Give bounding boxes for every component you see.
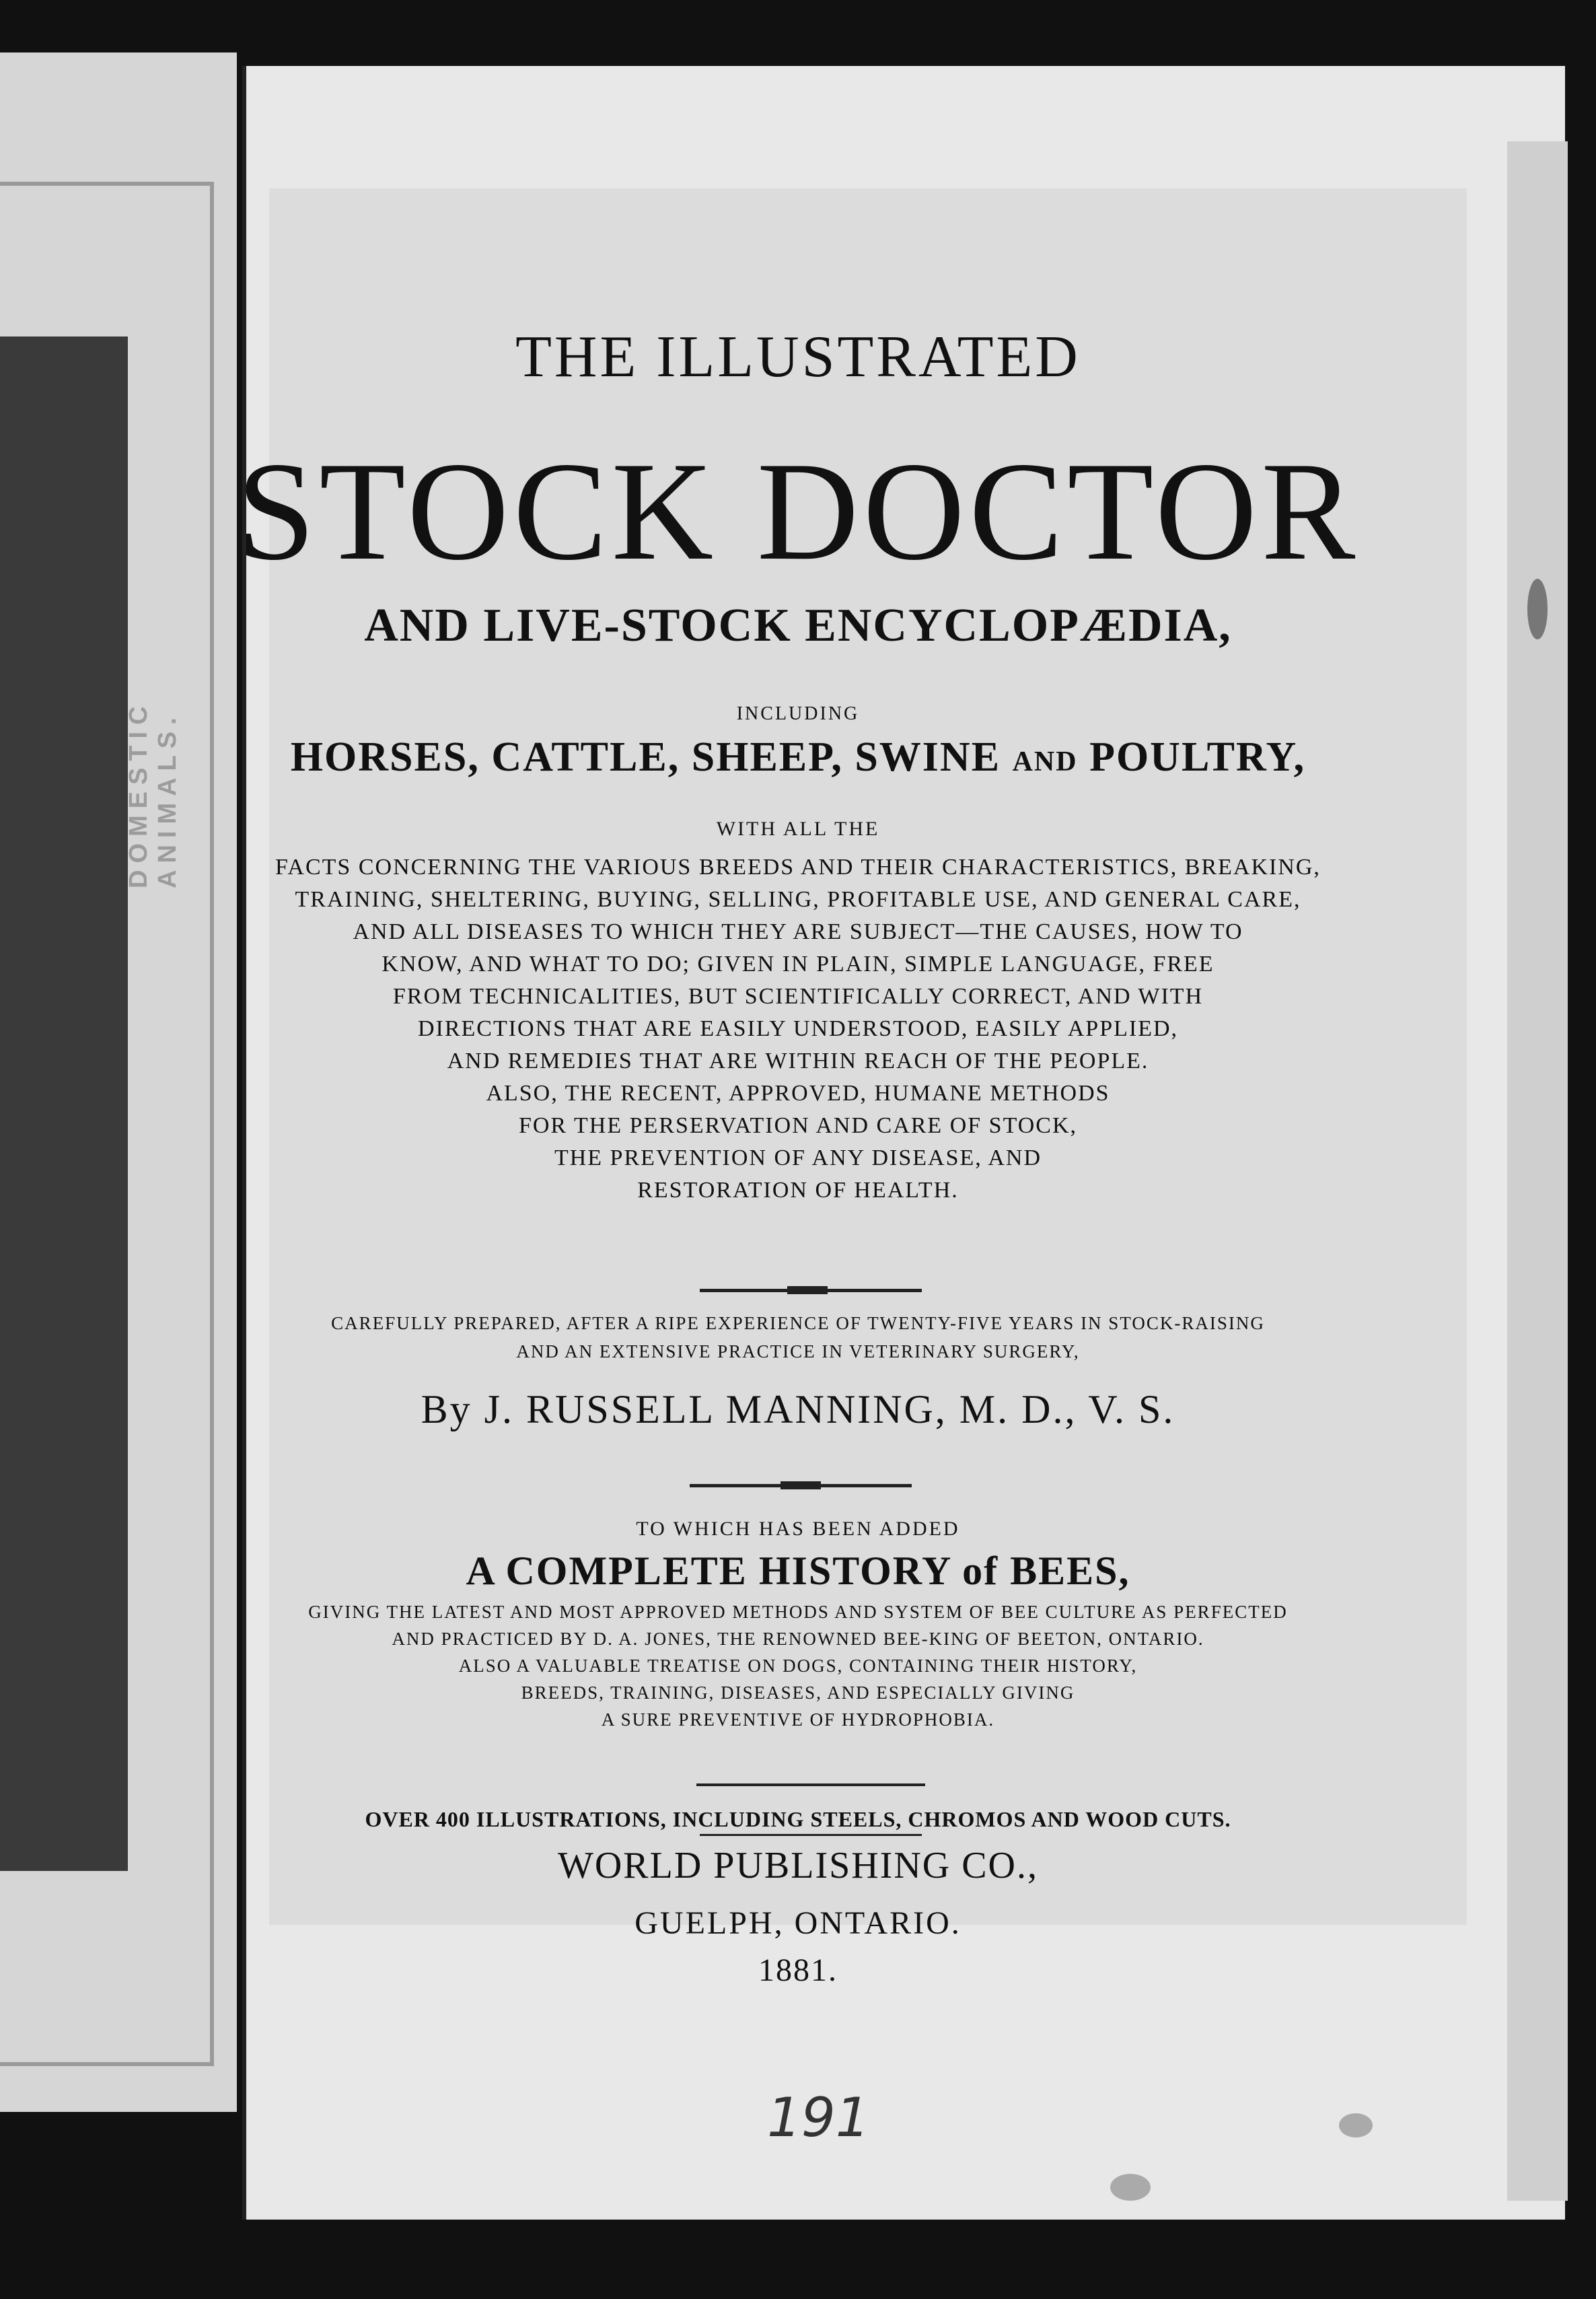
divider-rule-3 [696, 1783, 925, 1786]
stain-speck [1527, 579, 1548, 639]
bees-line: BREEDS, TRAINING, DISEASES, AND ESPECIALLY GIVING [521, 1683, 1075, 1703]
description-line: FOR THE PERSERVATION AND CARE OF STOCK, [518, 1113, 1078, 1138]
divider-ornament-2 [781, 1481, 821, 1489]
publisher-city: GUELPH, ONTARIO. [634, 1905, 962, 1941]
publication-year: 1881. [758, 1952, 838, 1988]
prepared-line: AND AN EXTENSIVE PRACTICE IN VETERINARY SURGERY, [516, 1341, 1080, 1361]
description-line: ALSO, THE RECENT, APPROVED, HUMANE METHODS [486, 1081, 1110, 1106]
description-line: TRAINING, SHELTERING, BUYING, SELLING, PROFITABLE USE, AND GENERAL CARE, [295, 887, 1301, 912]
description-line: RESTORATION OF HEALTH. [637, 1178, 959, 1203]
handwritten-number: 191 [767, 2086, 870, 2149]
main-title: STOCK DOCTOR [236, 433, 1360, 590]
description-line: KNOW, AND WHAT TO DO; GIVEN IN PLAIN, SIMPLE LANGUAGE, FREE [382, 952, 1214, 977]
bees-line: GIVING THE LATEST AND MOST APPROVED METHODS AND SYSTEM OF BEE CULTURE AS PERFECTED [308, 1602, 1288, 1622]
added-line: TO WHICH HAS BEEN ADDED [636, 1518, 960, 1540]
prepared-block [0, 1309, 1596, 1366]
subtitle: AND LIVE-STOCK ENCYCLOPÆDIA, [364, 600, 1232, 651]
including-label: INCLUDING [736, 703, 860, 724]
description-line: FROM TECHNICALITIES, BUT SCIENTIFICALLY CORRECT, AND WITH [392, 984, 1204, 1009]
description-line: AND REMEDIES THAT ARE WITHIN REACH OF THE PEOPLE. [447, 1049, 1149, 1073]
animals-and: AND [1012, 746, 1078, 777]
description-line: AND ALL DISEASES TO WHICH THEY ARE SUBJECT—THE CAUSES, HOW TO [353, 919, 1243, 944]
prepared-line: CAREFULLY PREPARED, AFTER A RIPE EXPERIENCE OF TWENTY-FIVE YEARS IN STOCK-RAISING [331, 1313, 1265, 1333]
description-block [0, 851, 1596, 1207]
bees-line: A SURE PREVENTIVE OF HYDROPHOBIA. [601, 1709, 995, 1730]
divider-ornament-1 [787, 1286, 828, 1294]
description-line: DIRECTIONS THAT ARE EASILY UNDERSTOOD, EASILY APPLIED, [417, 1016, 1179, 1041]
animals-line [0, 734, 1596, 781]
publisher: WORLD PUBLISHING CO., [558, 1845, 1038, 1886]
illustrations-line: OVER 400 ILLUSTRATIONS, INCLUDING STEELS, CHROMOS AND WOOD CUTS. [365, 1807, 1231, 1831]
bees-line: ALSO A VALUABLE TREATISE ON DOGS, CONTAINING THEIR HISTORY, [458, 1656, 1138, 1676]
stain-speck [1339, 2113, 1373, 2137]
animals-end: POULTRY, [1089, 734, 1306, 780]
bees-title: A COMPLETE HISTORY of BEES, [466, 1549, 1130, 1593]
author-line: By J. RUSSELL MANNING, M. D., V. S. [421, 1387, 1175, 1431]
spine-text: DOMESTIC ANIMALS. [124, 699, 182, 888]
bees-line: AND PRACTICED BY D. A. JONES, THE RENOWNED BEE-KING OF BEETON, ONTARIO. [392, 1629, 1204, 1649]
bees-description-block [0, 1598, 1596, 1733]
stain-speck [1110, 2174, 1151, 2201]
divider-rule-4 [700, 1834, 922, 1836]
description-line: THE PREVENTION OF ANY DISEASE, AND [554, 1145, 1042, 1170]
description-line: FACTS CONCERNING THE VARIOUS BREEDS AND THEIR CHARACTERISTICS, BREAKING, [275, 855, 1321, 880]
animals-main: HORSES, CATTLE, SHEEP, SWINE [290, 734, 1001, 780]
title-line-1: THE ILLUSTRATED [515, 324, 1081, 390]
with-all-the: WITH ALL THE [716, 818, 880, 840]
